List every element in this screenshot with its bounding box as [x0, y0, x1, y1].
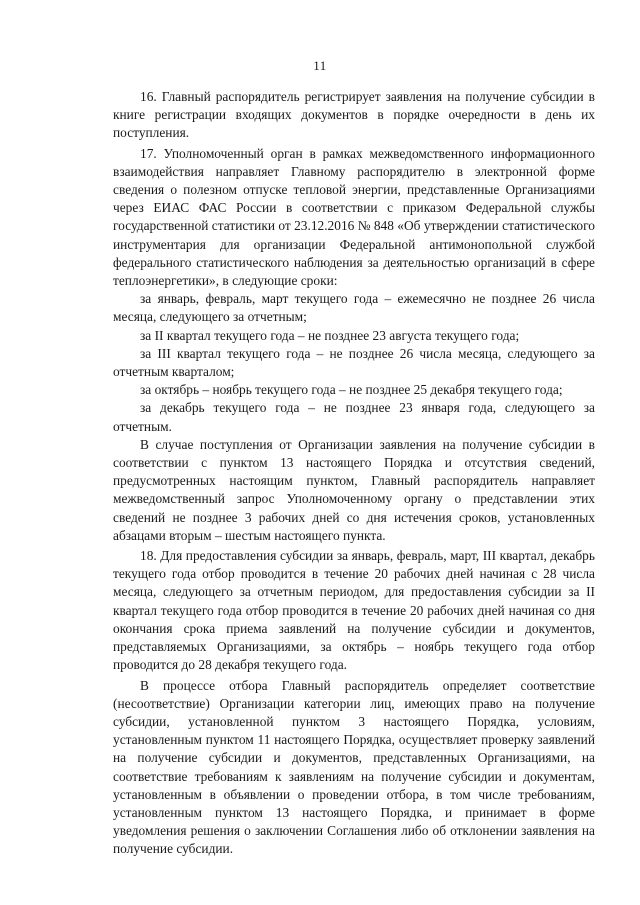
page-number: 11	[313, 58, 327, 73]
deadline-item-oct-nov: за октябрь – ноябрь текущего года – не позднее 25 декабря текущего года;	[140, 382, 563, 398]
paragraph-16: 16. Главный распорядитель регистрирует заявления на получение субсидии в книге регистрации входящих документов в порядке очередности в день их поступления.	[113, 89, 595, 141]
document-body	[113, 88, 595, 859]
paragraph-17-request: В случае поступления от Организации заявления на получение субсидии в соответствии с пунктом 13 настоящего Порядка и отсутствия сведений, предусмотренных настоящим пунктом, Главный распорядитель направляет межведомственный запрос Уполномоченному органу о представлении этих сведений не позднее 3 рабочих дней со дня истечения сроков, установленных абзацами вторым – шестым настоящего пункта.	[113, 436, 595, 543]
paragraph-17: 17. Уполномоченный орган в рамках межведомственного информационного взаимодействия направляет Главному распорядителю в электронной форме сведения о полезном отпуске тепловой энергии, представленные Организациями через ЕИАС ФАС России в соответствии с приказом Федеральной службы государственной статистики от 23.12.2016 № 848 «Об утверждении статистического инструментария для организации Федеральной антимонопольной службой федерального статистического наблюдения за деятельностью организаций в сфере теплоэнергетики», в следующие сроки:	[113, 145, 595, 289]
deadline-item-q1: за январь, февраль, март текущего года – ежемесячно не позднее 26 числа месяца, следующего за отчетным;	[113, 291, 595, 325]
deadline-item-q2: за II квартал текущего года – не позднее 23 августа текущего года;	[140, 327, 520, 343]
deadline-item-dec: за декабрь текущего года – не позднее 23 января года, следующего за отчетным.	[113, 400, 595, 434]
paragraph-18-selection: В процессе отбора Главный распорядитель определяет соответствие (несоответствие) Организации категории лиц, имеющих право на получение субсидии, установленной пунктом 3 настоящего Порядка, условиям, установленным пунктом 11 настоящего Порядка, осуществляет проверку заявлений на получение субсидии и документов, представленных Организациями, на соответствие требованиям к заявлениям на получение субсидии и документам, установленным в объявлении о проведении отбора, в том числе требованиям, установленным пунктом 13 настоящего Порядка, и принимает в форме уведомления решения о заключении Соглашения либо об отклонении заявления на получение субсидии.	[113, 677, 595, 857]
paragraph-18: 18. Для предоставления субсидии за январь, февраль, март, III квартал, декабрь текущего года отбор проводится в течение 20 рабочих дней начиная с 28 числа месяца, следующего за отчетным периодом, для предоставления субсидии за II квартал текущего года отбор проводится в течение 20 рабочих дней начиная со дня окончания срока приема заявлений на получение субсидии и документов, представляемых Организациями, за октябрь – ноябрь текущего года отбор проводится до 28 декабря текущего года.	[113, 548, 595, 673]
deadline-item-q3: за III квартал текущего года – не позднее 26 числа месяца, следующего за отчетным кварталом;	[113, 345, 595, 380]
